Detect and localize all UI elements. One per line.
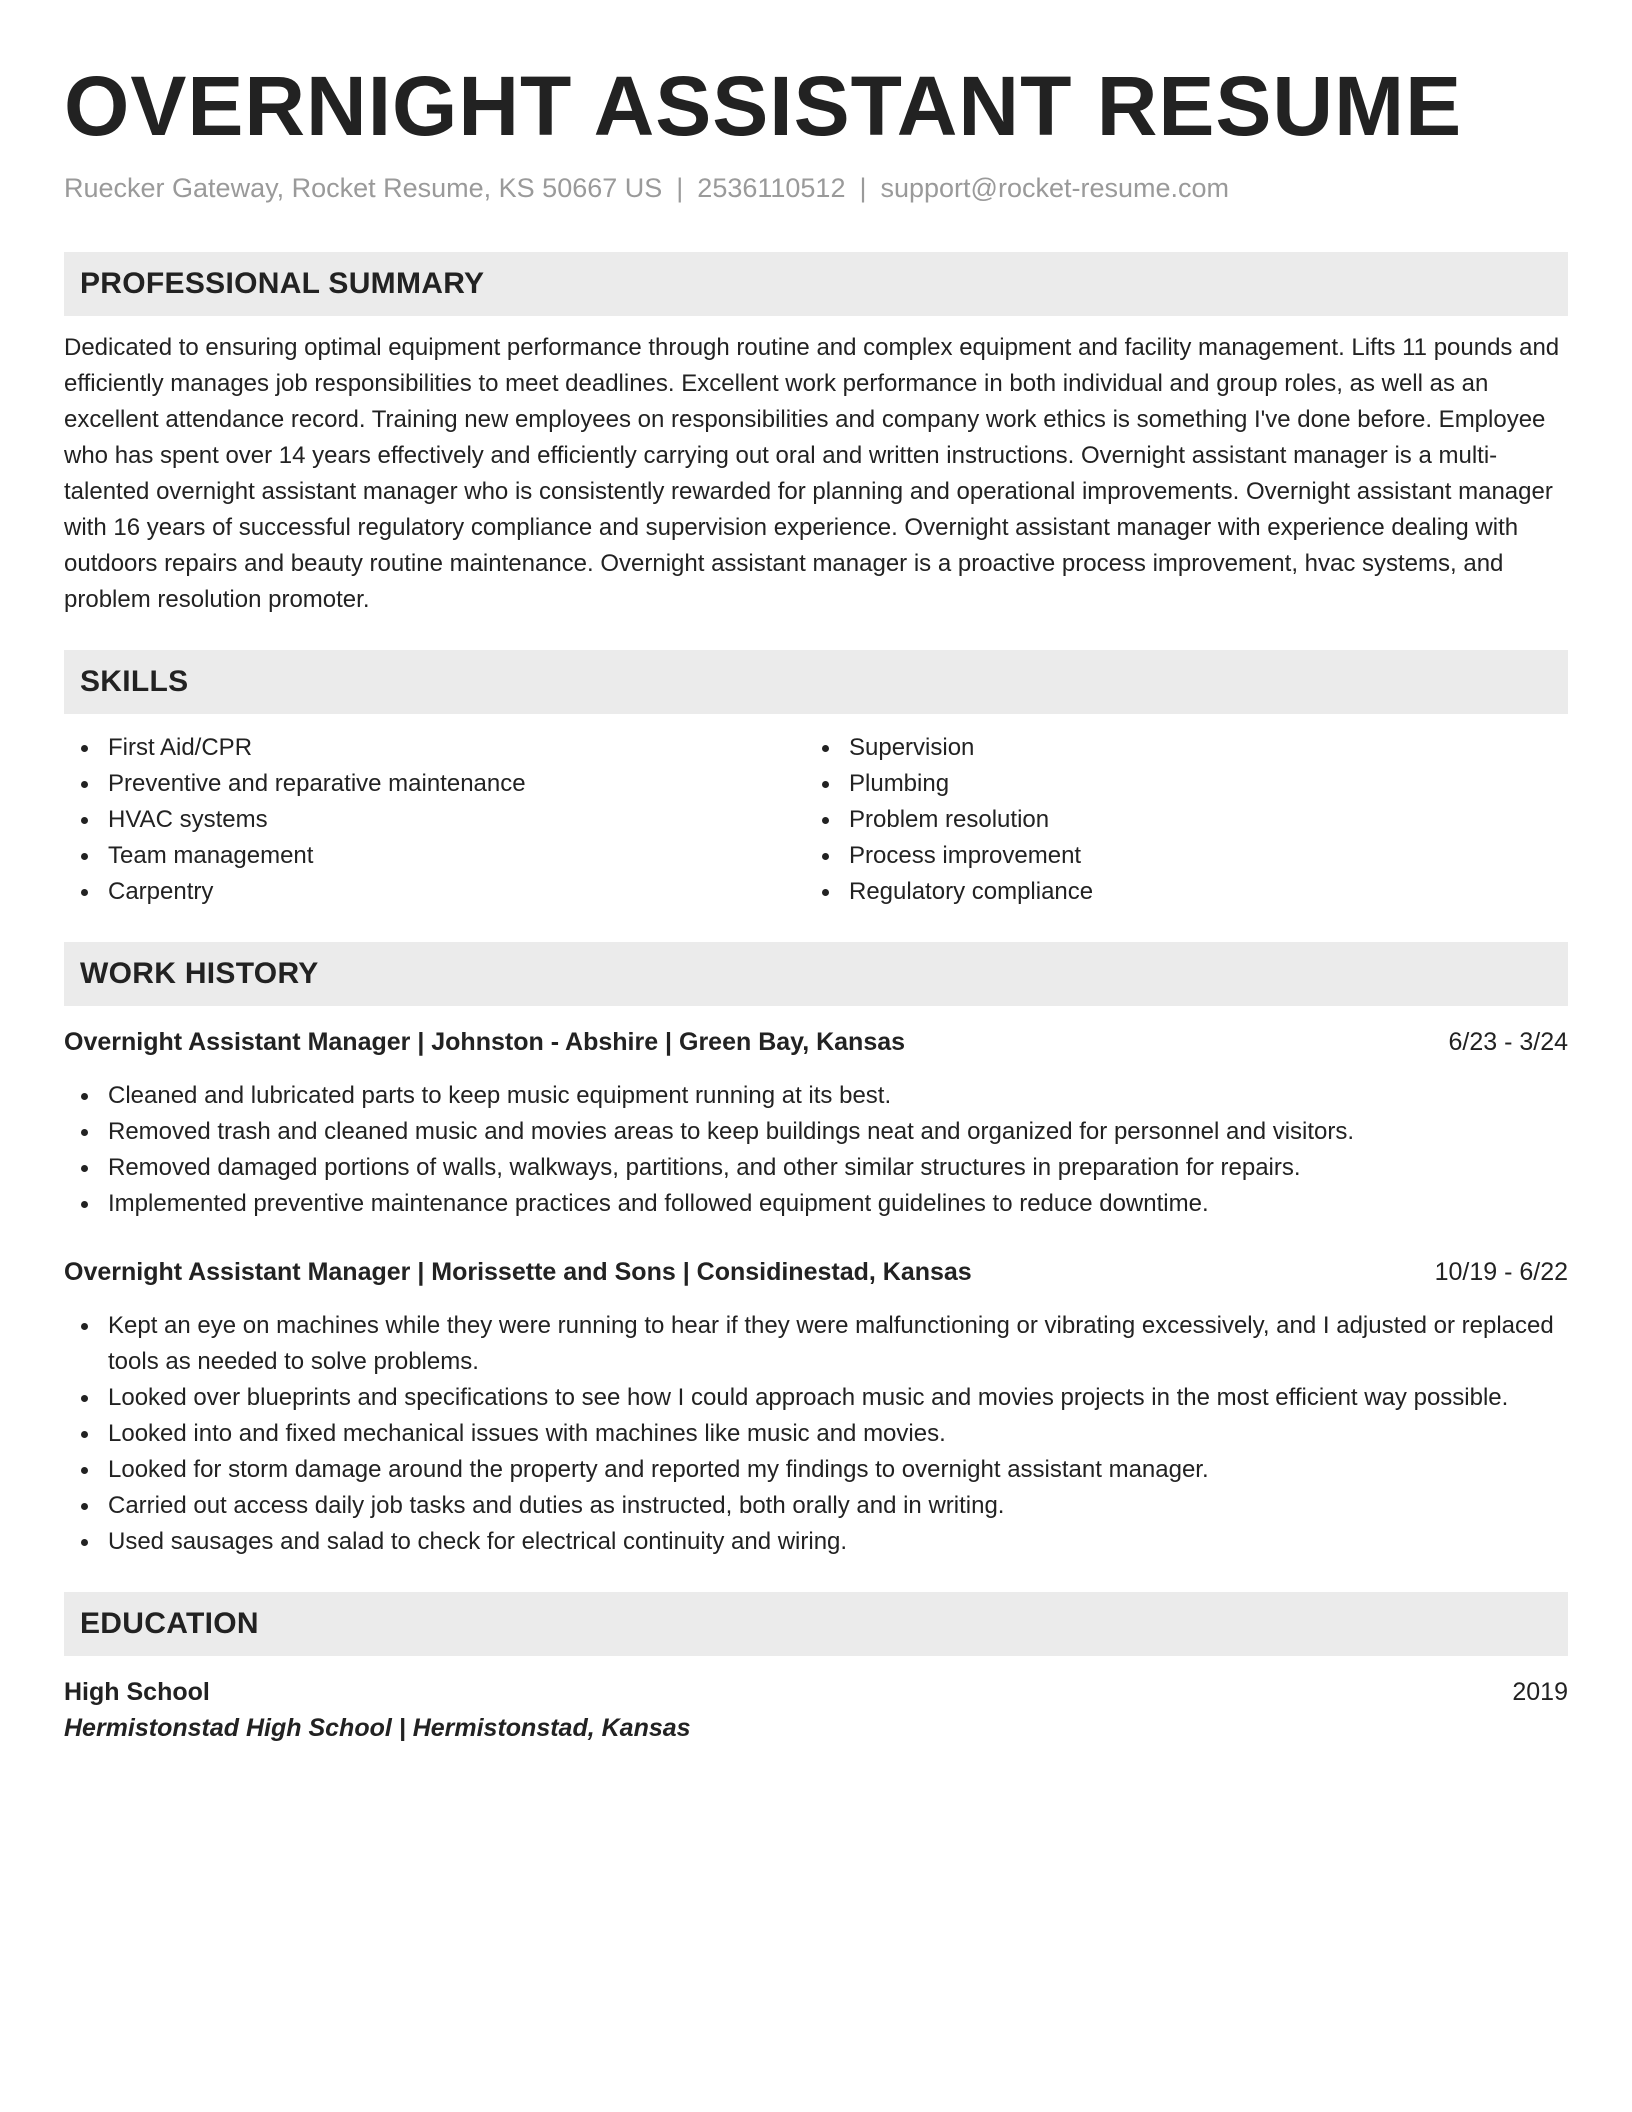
contact-address: Ruecker Gateway, Rocket Resume, KS 50667 US xyxy=(64,173,663,203)
skill-label: Team management xyxy=(108,842,314,869)
summary-text: Dedicated to ensuring optimal equipment performance through routine and complex equipment and facility management. Lifts 11 pounds and efficiently manages job responsibilities to meet deadlines. Excellent work performance in both individual and group roles, as well as an excellent attendance record. Training new employees on responsibilities and company work ethics is something I've done before. Employee who has spent over 14 years effectively and efficiently carrying out oral and written instructions. Overnight assistant manager is a multi-talented overnight assistant manager who is consistently rewarded for planning and operational improvements. Overnight assistant manager with 16 years of successful regulatory compliance and supervision experience. Overnight assistant manager with experience dealing with outdoors repairs and beauty routine maintenance. Overnight assistant manager is a proactive process improvement, hvac systems, and problem resolution promoter. xyxy=(64,334,1560,613)
job-bullet-text: Removed trash and cleaned music and movies areas to keep buildings neat and organized for personnel and visitors. xyxy=(108,1118,1355,1145)
education-year: 2019 xyxy=(1512,1678,1568,1706)
job-dates: 6/23 - 3/24 xyxy=(1448,1028,1568,1056)
skill-label: Carpentry xyxy=(108,878,214,905)
skills-column-left xyxy=(64,730,805,910)
job-entry xyxy=(64,1024,1568,1222)
job-bullet-text: Looked into and fixed mechanical issues with machines like music and movies. xyxy=(108,1420,946,1447)
skill-label: Problem resolution xyxy=(849,806,1050,833)
job-bullet xyxy=(64,1078,1568,1114)
bullet-icon xyxy=(822,853,829,860)
bullet-icon xyxy=(822,745,829,752)
bullet-icon xyxy=(81,853,88,860)
job-bullet-text: Looked for storm damage around the property and reported my findings to overnight assistant manager. xyxy=(108,1456,1209,1483)
job-bullet xyxy=(64,1150,1568,1186)
job-bullet xyxy=(64,1488,1568,1524)
education-school: Hermistonstad High School | Hermistonstad, Kansas xyxy=(64,1714,691,1742)
work-history-section-header: WORK HISTORY xyxy=(64,942,1568,1006)
skill-label: Supervision xyxy=(849,734,975,761)
job-bullet-list xyxy=(64,1078,1568,1222)
bullet-icon xyxy=(81,1503,88,1510)
skill-item xyxy=(64,838,805,874)
summary-section-header: PROFESSIONAL SUMMARY xyxy=(64,252,1568,316)
skill-item xyxy=(64,730,805,766)
contact-separator: | xyxy=(676,173,684,203)
skill-label: HVAC systems xyxy=(108,806,268,833)
education-degree: High School xyxy=(64,1678,210,1706)
job-entry xyxy=(64,1254,1568,1560)
bullet-icon xyxy=(81,817,88,824)
skill-item xyxy=(805,874,1546,910)
job-bullet xyxy=(64,1524,1568,1560)
skill-item xyxy=(805,766,1546,802)
skill-label: Process improvement xyxy=(849,842,1082,869)
job-bullet xyxy=(64,1380,1568,1416)
job-bullet-list xyxy=(64,1308,1568,1560)
job-bullet-text: Looked over blueprints and specifications to see how I could approach music and movies projects in the most efficient way possible. xyxy=(108,1384,1509,1411)
resume-title: OVERNIGHT ASSISTANT RESUME xyxy=(64,59,1463,153)
skill-item xyxy=(64,766,805,802)
job-dates: 10/19 - 6/22 xyxy=(1434,1258,1568,1286)
bullet-icon xyxy=(81,1201,88,1208)
job-title: Overnight Assistant Manager | Morissette and Sons | Considinestad, Kansas xyxy=(64,1258,972,1286)
job-bullet-text: Kept an eye on machines while they were running to hear if they were malfunctioning or vibrating excessively, and I adjusted or replaced tools as needed to solve problems. xyxy=(108,1312,1554,1375)
skill-label: Plumbing xyxy=(849,770,950,797)
skill-item xyxy=(805,802,1546,838)
bullet-icon xyxy=(81,1539,88,1546)
bullet-icon xyxy=(81,1395,88,1402)
bullet-icon xyxy=(81,745,88,752)
bullet-icon xyxy=(81,1431,88,1438)
skills-section-header: SKILLS xyxy=(64,650,1568,714)
job-bullet-text: Cleaned and lubricated parts to keep music equipment running at its best. xyxy=(108,1082,892,1109)
bullet-icon xyxy=(81,1467,88,1474)
skill-label: First Aid/CPR xyxy=(108,734,253,761)
contact-email: support@rocket-resume.com xyxy=(880,173,1230,203)
skill-label: Preventive and reparative maintenance xyxy=(108,770,526,797)
skill-label: Regulatory compliance xyxy=(849,878,1094,905)
contact-phone: 2536110512 xyxy=(697,173,846,203)
job-bullet-text: Used sausages and salad to check for electrical continuity and wiring. xyxy=(108,1528,848,1555)
job-title: Overnight Assistant Manager | Johnston - Abshire | Green Bay, Kansas xyxy=(64,1028,906,1056)
skill-item xyxy=(64,802,805,838)
bullet-icon xyxy=(822,817,829,824)
job-bullet xyxy=(64,1186,1568,1222)
skills-column-right xyxy=(805,730,1546,910)
job-bullet xyxy=(64,1416,1568,1452)
education-section-header: EDUCATION xyxy=(64,1592,1568,1656)
bullet-icon xyxy=(81,1129,88,1136)
contact-separator: | xyxy=(859,173,867,203)
job-bullet-text: Carried out access daily job tasks and duties as instructed, both orally and in writing. xyxy=(108,1492,1005,1519)
job-bullet-text: Implemented preventive maintenance practices and followed equipment guidelines to reduce downtime. xyxy=(108,1190,1209,1217)
job-bullet-text: Removed damaged portions of walls, walkways, partitions, and other similar structures in preparation for repairs. xyxy=(108,1154,1301,1181)
job-heading xyxy=(64,1254,1568,1290)
skill-item xyxy=(805,730,1546,766)
education-heading xyxy=(64,1674,1568,1710)
job-bullet xyxy=(64,1452,1568,1488)
skill-item xyxy=(64,874,805,910)
job-bullet xyxy=(64,1114,1568,1150)
bullet-icon xyxy=(81,781,88,788)
bullet-icon xyxy=(822,781,829,788)
bullet-icon xyxy=(81,1323,88,1330)
bullet-icon xyxy=(81,1165,88,1172)
bullet-icon xyxy=(822,889,829,896)
skills-grid xyxy=(64,730,1568,910)
skill-item xyxy=(805,838,1546,874)
contact-line xyxy=(64,170,1568,206)
bullet-icon xyxy=(81,1093,88,1100)
job-heading xyxy=(64,1024,1568,1060)
bullet-icon xyxy=(81,889,88,896)
job-bullet xyxy=(64,1308,1568,1380)
